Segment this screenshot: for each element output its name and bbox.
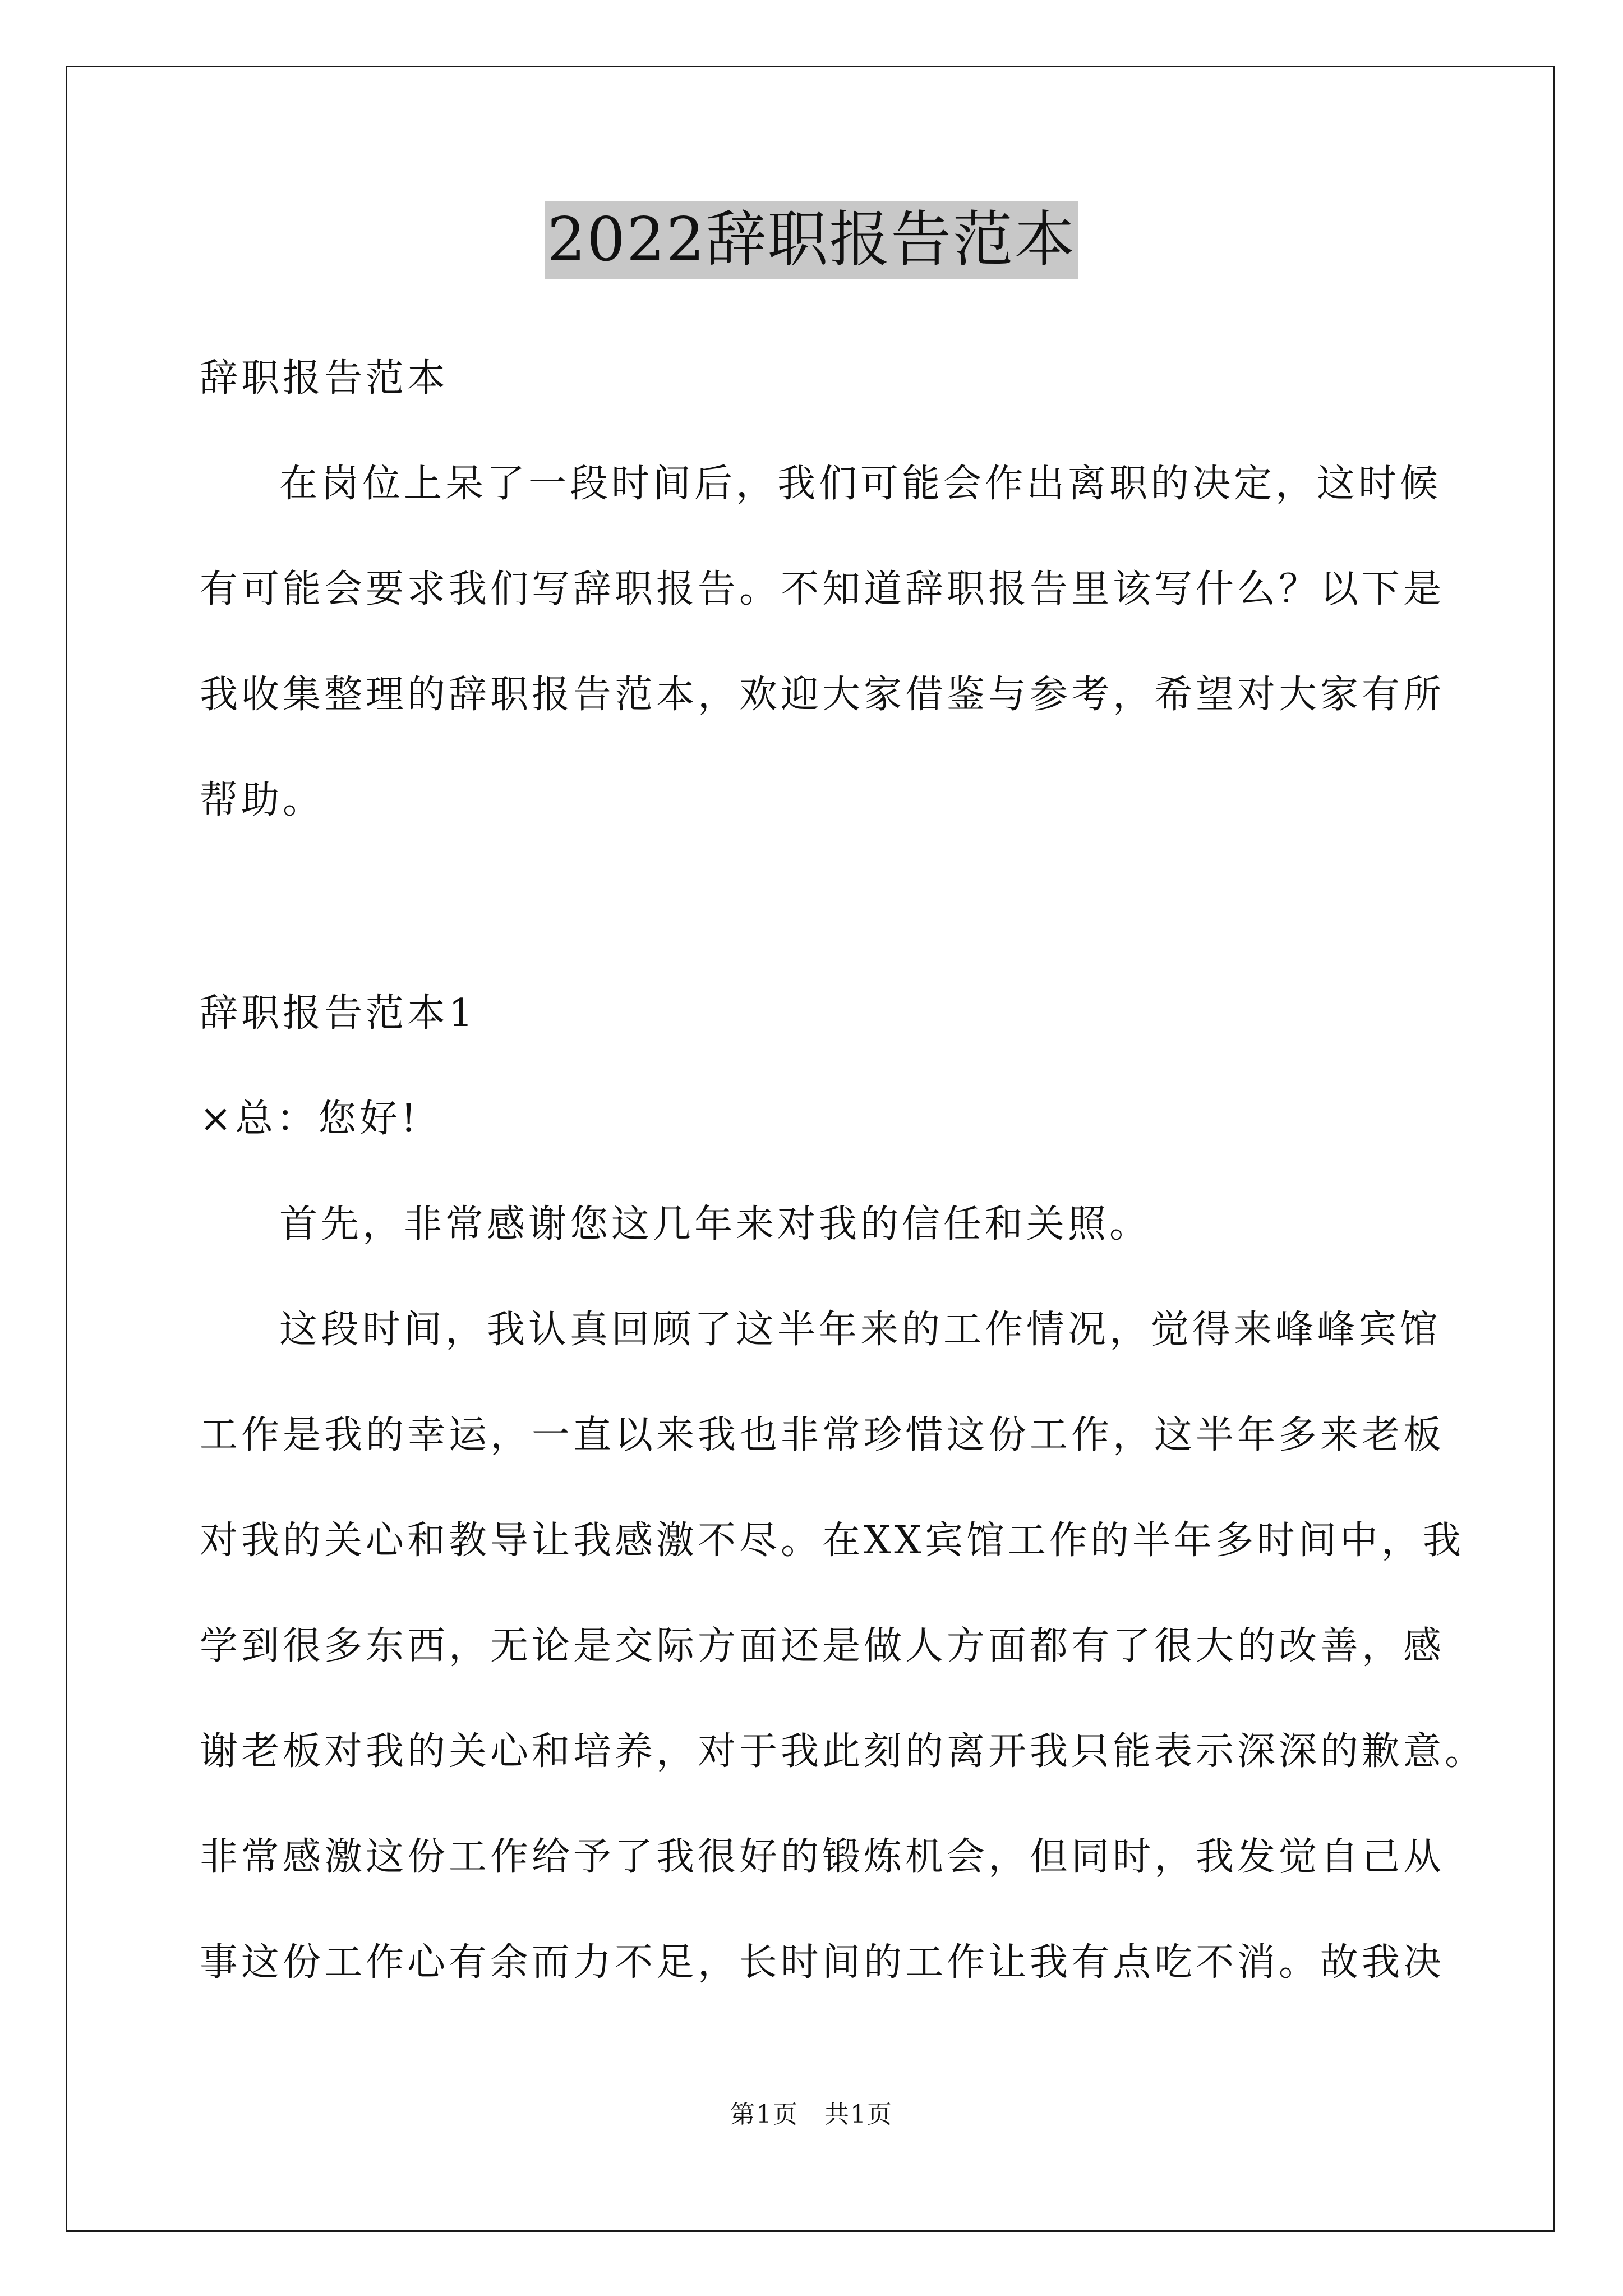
section-heading: 辞职报告范本1 [200, 991, 477, 1036]
paragraph-line: 学到很多东西，无论是交际方面还是做人方面都有了很大的改善，感 [200, 1624, 1445, 1668]
page-footer: 第1页 共1页 [730, 2100, 893, 2129]
paragraph-line: 工作是我的幸运，一直以来我也非常珍惜这份工作，这半年多来老板 [200, 1413, 1445, 1457]
paragraph-line: 对我的关心和教导让我感激不尽。在XX宾馆工作的半年多时间中，我 [200, 1519, 1464, 1563]
title-container [0, 201, 1623, 279]
document-title: 2022辞职报告范本 [545, 201, 1078, 279]
salutation: ×总：您好! [200, 1097, 420, 1141]
paragraph-line: 事这份工作心有余而力不足，长时间的工作让我有点吃不消。故我决 [200, 1940, 1445, 1985]
paragraph-line: 首先，非常感谢您这几年来对我的信任和关照。 [279, 1202, 1151, 1246]
paragraph-line: 在岗位上呆了一段时间后，我们可能会作出离职的决定，这时候 [279, 462, 1442, 506]
paragraph-line: 非常感激这份工作给予了我很好的锻炼机会，但同时，我发觉自己从 [200, 1835, 1445, 1879]
paragraph-line: 谢老板对我的关心和培养，对于我此刻的离开我只能表示深深的歉意。 [200, 1729, 1487, 1774]
paragraph-line: 我收集整理的辞职报告范本，欢迎大家借鉴与参考，希望对大家有所 [200, 673, 1445, 717]
paragraph-line: 这段时间，我认真回顾了这半年来的工作情况，觉得来峰峰宾馆 [279, 1308, 1442, 1352]
paragraph-line: 帮助。 [200, 778, 325, 822]
section-heading: 辞职报告范本 [200, 356, 449, 401]
paragraph-line: 有可能会要求我们写辞职报告。不知道辞职报告里该写什么？以下是 [200, 567, 1445, 611]
